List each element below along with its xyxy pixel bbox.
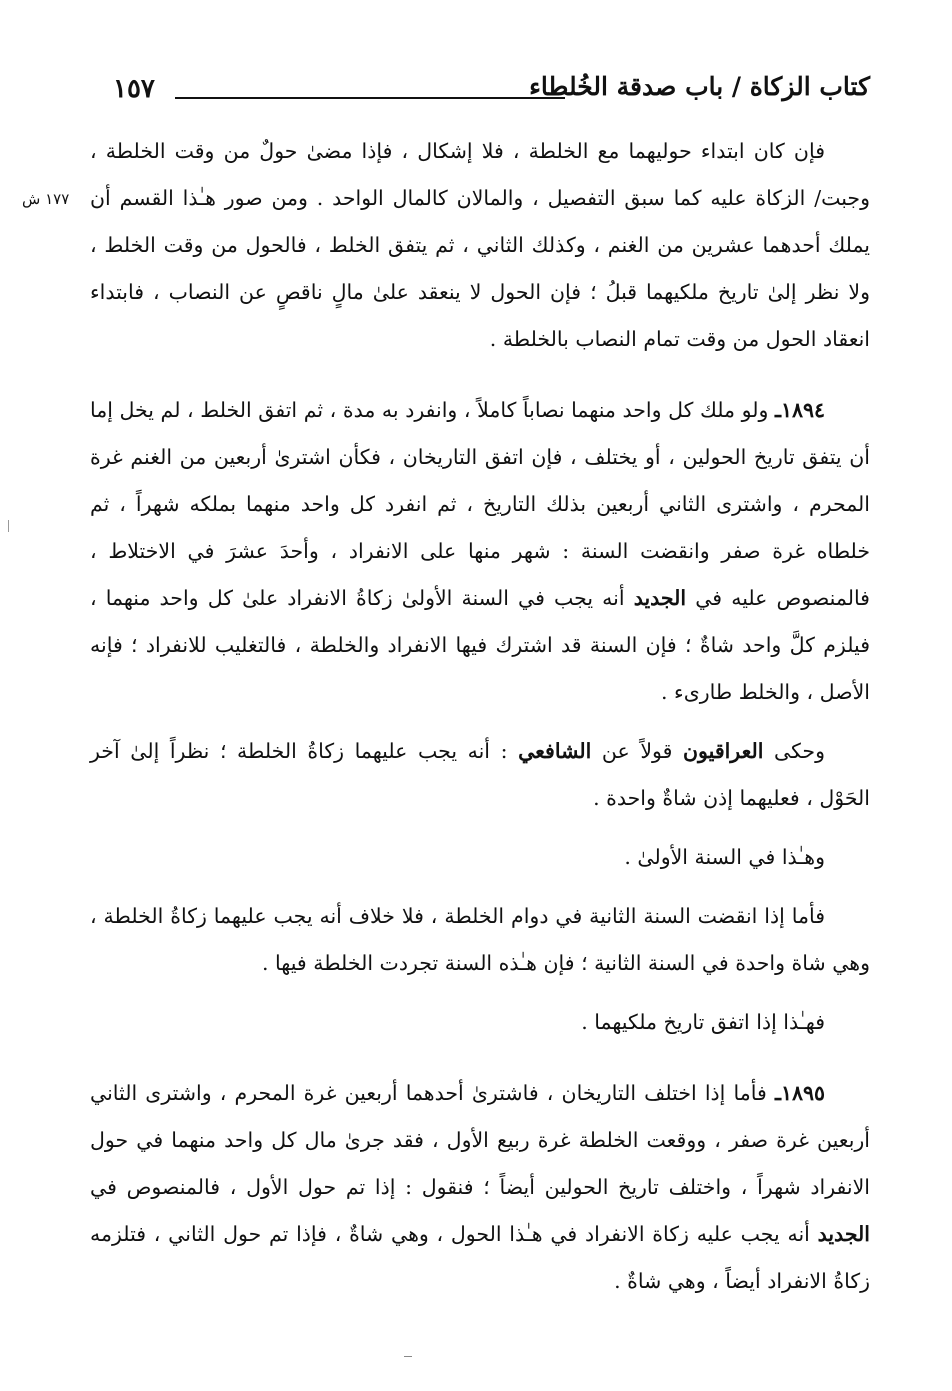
paragraph-iraqiyyun xyxy=(90,728,870,822)
paragraph-second-year: فأما إذا انقضت السنة الثانية في دوام الخلطة ، فلا خلاف أنه يجب عليهما زكاةُ الخلطة ، وهي شاة واحدة في السنة الثانية ؛ فإن هـٰذه السنة تجردت الخلطة فيها . xyxy=(90,904,870,975)
paragraph-1895-text-a: فأما إذا اختلف التاريخان ، فاشترىٰ أحدهما أربعين غرة المحرم ، واشترى الثاني أربعين غرة صفر ، ووقعت الخلطة غرة ربيع الأول ، فقد جرىٰ مال كل واحد منهما في حول الانفراد شهراً ، واختلف تاريخ الحولين أيضاً ؛ فنقول : إذا تم حول الأول ، فالمنصوص في xyxy=(90,1081,870,1199)
section-number-1895: ١٨٩٥ـ xyxy=(774,1081,825,1105)
paragraph-1895-text-b: أنه يجب عليه زكاة الانفراد في هـٰذا الحول ، وهي شاةٌ ، فإذا تم حول الثاني ، فتلزمه زكاةُ الانفراد أيضاً ، وهي شاةٌ . xyxy=(90,1222,870,1293)
paragraph-1894-text-b: أنه يجب في السنة الأولىٰ زكاةُ الانفراد علىٰ كل واحد منهما ، فيلزم كلَّ واحد شاةٌ ؛ فإن السنة قد اشترك فيها الانفراد والخلطة ، فالتغليب للانفراد ؛ فإنه الأصل ، والخلط طارىء . xyxy=(90,586,870,704)
bold-term-iraqiyyun: العراقيون xyxy=(682,739,764,763)
page-header xyxy=(105,72,870,112)
section-number-1894: ١٨٩٤ـ xyxy=(774,398,825,422)
page-number: ١٥٧ xyxy=(113,74,155,104)
margin-folio-note: ١٧٧ ش xyxy=(22,190,70,208)
paragraph-1894-text-a: ولو ملك كل واحد منهما نصاباً كاملاً ، وانفرد به مدة ، ثم اتفق الخلط ، لم يخل إما أن يتفق تاريخ الحولين ، أو يختلف ، فإن اتفق التاريخان ، فكأن اشترىٰ أربعين من الغنم غرة المحرم ، واشترى الثاني أربعين بذلك التاريخ ، ثم انفرد كل واحد منهما بملكه شهراً ، ثم خلطاه غرة صفر وانقضت السنة : شهر منها على الانفراد ، وأحدَ عشرَ في الاختلاط ، فالمنصوص عليه في xyxy=(90,398,870,610)
paragraph-dates-agree: فهـٰذا إذا اتفق تاريخ ملكيهما . xyxy=(581,1010,825,1034)
paragraph-iraqiyyun-text-a: وحكى xyxy=(763,739,826,763)
bold-term-jadid-2: الجديد xyxy=(817,1222,870,1246)
header-rule xyxy=(175,97,565,99)
footer-mark xyxy=(404,1356,412,1357)
paragraph-1895 xyxy=(90,1070,870,1305)
bold-term-jadid: الجديد xyxy=(633,586,687,610)
running-title: كتاب الزكاة / باب صدقة الخُلطاء xyxy=(529,72,870,101)
paragraph-iraqiyyun-text-c: : أنه يجب عليهما زكاةُ الخلطة ؛ نظراً إلىٰ آخر الحَوْل ، فعليهما إذن شاةٌ واحدة . xyxy=(90,739,870,810)
paragraph-1894 xyxy=(90,387,870,716)
edge-mark xyxy=(8,520,9,532)
paragraph-iraqiyyun-text-b: قولاً عن xyxy=(591,739,683,763)
paragraph-1: فإن كان ابتداء حوليهما مع الخلطة ، فلا إشكال ، فإذا مضىٰ حولٌ من وقت الخلطة ، وجبت/ الزكاة عليه كما سبق التفصيل ، والمالان كالمال الواحد . ومن صور هـٰذا القسم أن يملك أحدهما عشرين من الغنم ، وكذلك الثاني ، ثم يتفق الخلط ، فالحول من وقت الخلط ، ولا نظر إلىٰ تاريخ ملكيهما قبلُ ؛ فإن الحول لا ينعقد علىٰ مالٍ ناقصٍ عن النصاب ، فابتداء انعقاد الحول من وقت تمام النصاب بالخلطة . xyxy=(90,139,870,351)
bold-term-shafii: الشافعي xyxy=(518,739,592,763)
paragraph-first-year: وهـٰذا في السنة الأولىٰ . xyxy=(624,845,825,869)
page-body xyxy=(90,128,870,1305)
